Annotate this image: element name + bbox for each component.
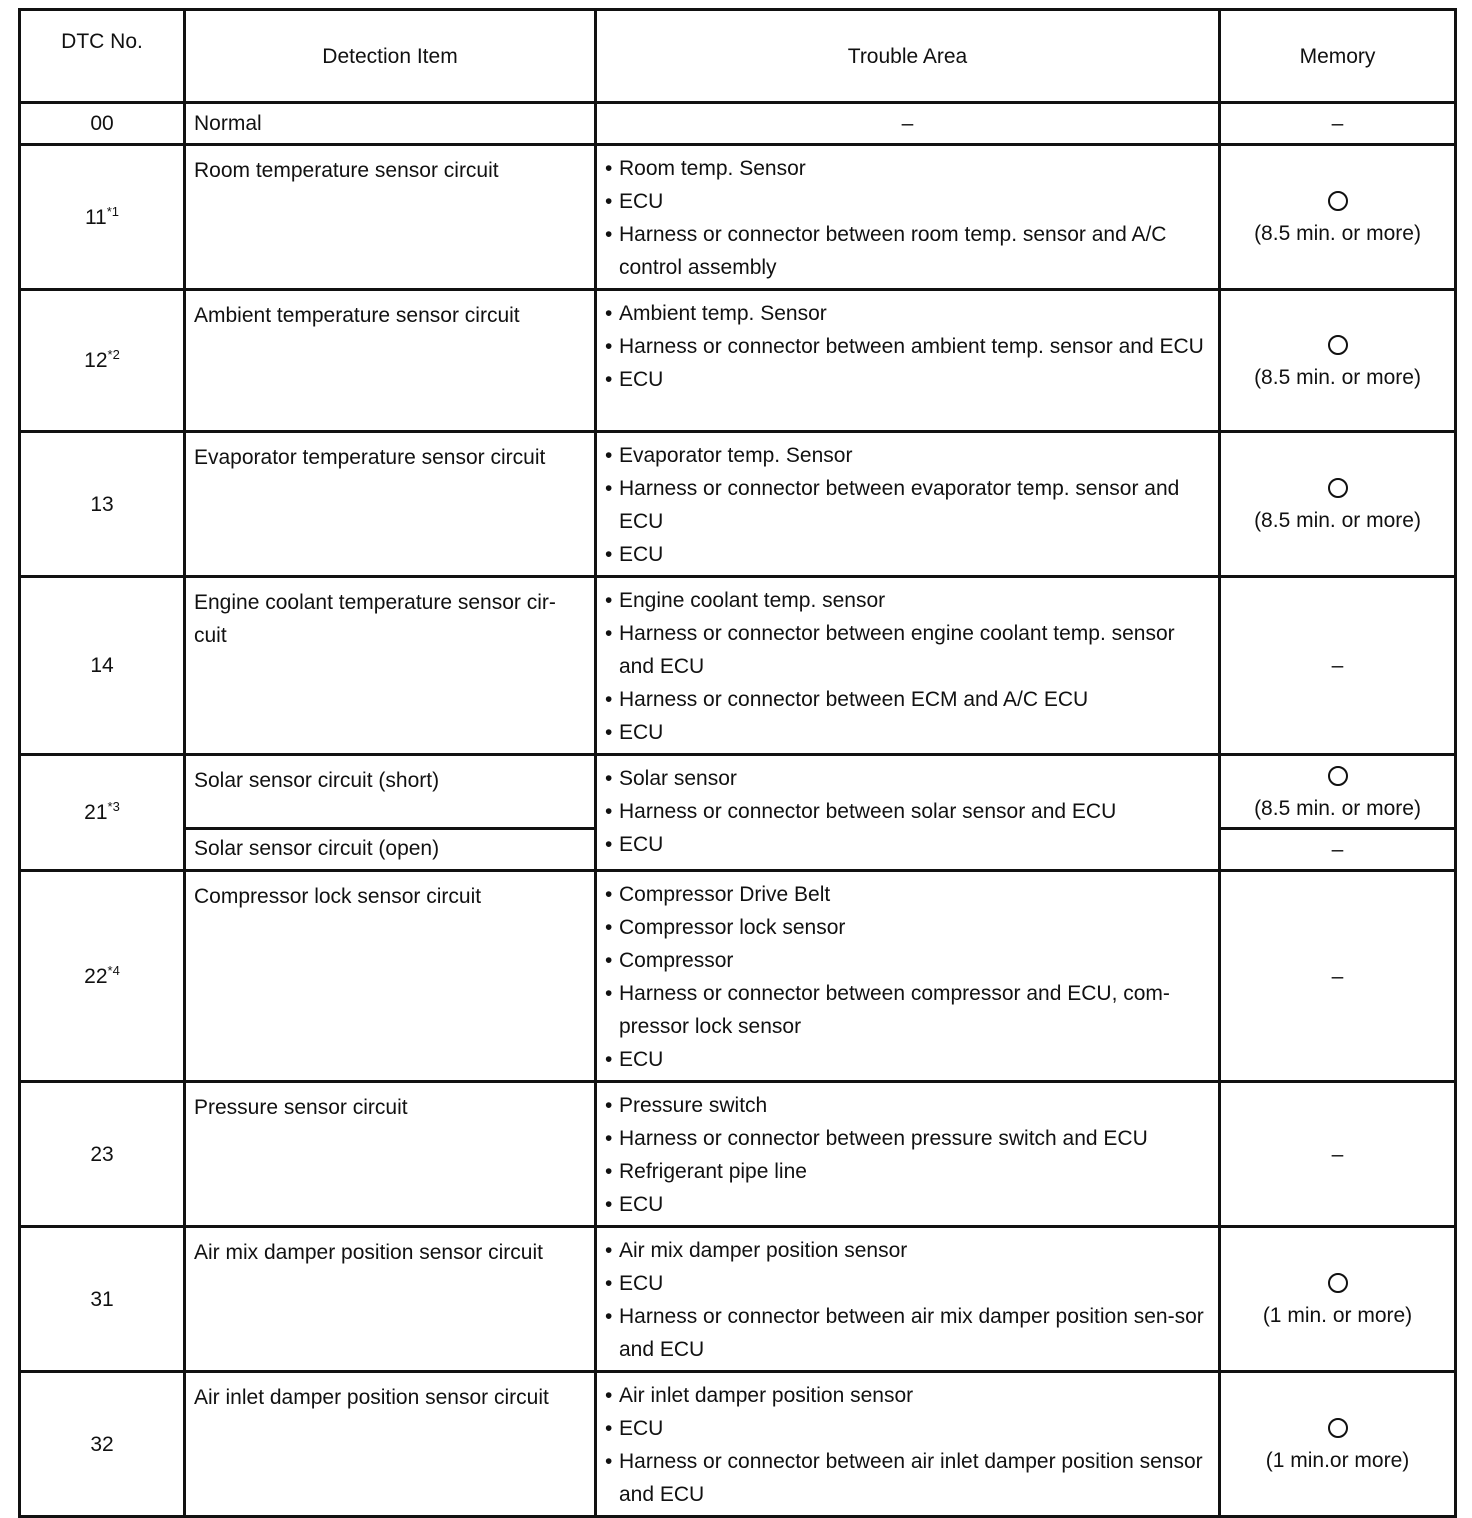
detection-item-cell: Engine coolant temperature sensor cir-cuit xyxy=(185,577,596,755)
list-item xyxy=(605,538,1210,571)
detection-item-cell: Air mix damper position sensor circuit xyxy=(185,1227,596,1372)
list-item xyxy=(605,828,1210,861)
dtc-cell xyxy=(20,755,185,871)
trouble-area-cell xyxy=(596,1372,1220,1517)
memory-note: (8.5 min. or more) xyxy=(1254,365,1421,389)
circle-icon xyxy=(1328,1273,1348,1293)
list-item xyxy=(605,439,1210,472)
bullet: • xyxy=(605,1193,613,1216)
list-item-text: Harness or connector between compressor and ECU, com-pressor lock sensor xyxy=(619,982,1170,1038)
bullet: • xyxy=(605,543,613,566)
dtc-cell xyxy=(20,1082,185,1227)
table-row xyxy=(20,577,1456,755)
bullet: • xyxy=(605,1450,613,1473)
trouble-area-list xyxy=(605,1089,1210,1221)
dtc-code: 11 xyxy=(84,205,107,229)
dtc-cell xyxy=(20,432,185,577)
trouble-area-list xyxy=(605,762,1210,861)
list-item xyxy=(605,1122,1210,1155)
trouble-area-list xyxy=(605,1379,1210,1511)
detection-item-cell: Solar sensor circuit (open) xyxy=(185,829,596,871)
list-item-text: Ambient temp. Sensor xyxy=(619,302,827,325)
trouble-area-list xyxy=(605,297,1210,396)
memory-note: (8.5 min. or more) xyxy=(1254,509,1421,532)
list-item-text: Compressor lock sensor xyxy=(619,916,846,939)
list-item xyxy=(605,297,1210,330)
list-item xyxy=(605,1267,1210,1300)
table-row xyxy=(20,103,1456,145)
list-item-text: Room temp. Sensor xyxy=(619,157,806,180)
list-item-text: ECU xyxy=(619,721,664,744)
memory-cell xyxy=(1220,755,1456,829)
list-item-text: Evaporator temp. Sensor xyxy=(619,444,853,467)
list-item-text: Solar sensor xyxy=(619,767,737,790)
list-item-text: Compressor Drive Belt xyxy=(619,883,831,906)
list-item xyxy=(605,683,1210,716)
table-row xyxy=(20,755,1456,829)
list-item xyxy=(605,617,1210,683)
footnote-marker: *2 xyxy=(107,347,120,362)
table-row xyxy=(20,145,1456,290)
list-item xyxy=(605,878,1210,911)
list-item-text: Harness or connector between solar sensor and ECU xyxy=(619,800,1117,823)
dtc-table xyxy=(18,8,1457,1518)
circle-icon xyxy=(1328,335,1348,355)
list-item xyxy=(605,1445,1210,1511)
list-item xyxy=(605,1412,1210,1445)
trouble-area-list xyxy=(605,584,1210,749)
bullet: • xyxy=(605,190,613,213)
bullet: • xyxy=(605,982,613,1005)
bullet: • xyxy=(605,1305,613,1328)
list-item xyxy=(605,330,1210,363)
list-item xyxy=(605,584,1210,617)
dtc-cell xyxy=(20,145,185,290)
circle-icon xyxy=(1328,766,1348,786)
memory-note: (1 min.or more) xyxy=(1265,1449,1410,1472)
trouble-area-cell: – xyxy=(596,103,1220,145)
list-item xyxy=(605,1043,1210,1076)
list-item-text: Compressor xyxy=(619,949,734,972)
list-item-text: Refrigerant pipe line xyxy=(619,1160,807,1183)
bullet: • xyxy=(605,1384,613,1407)
bullet: • xyxy=(605,477,613,500)
circle-icon xyxy=(1328,1418,1348,1438)
bullet: • xyxy=(605,589,613,612)
bullet: • xyxy=(605,1160,613,1183)
bullet: • xyxy=(605,833,613,856)
dtc-code: 12 xyxy=(84,349,108,372)
dtc-cell xyxy=(20,290,185,432)
trouble-area-cell xyxy=(596,577,1220,755)
detection-item-cell: Evaporator temperature sensor circuit xyxy=(185,432,596,577)
bullet: • xyxy=(605,302,613,325)
list-item-text: Air inlet damper position sensor xyxy=(619,1384,914,1407)
bullet: • xyxy=(605,622,613,645)
header-dtc: DTC No. xyxy=(20,10,185,103)
dtc-cell xyxy=(20,871,185,1082)
header-detection-item: Detection Item xyxy=(185,10,596,103)
detection-item-cell: Air inlet damper position sensor circuit xyxy=(185,1372,596,1517)
dtc-code: 13 xyxy=(90,492,114,516)
detection-item-cell: Solar sensor circuit (short) xyxy=(185,755,596,829)
list-item-text: ECU xyxy=(619,1272,664,1295)
list-item xyxy=(605,795,1210,828)
list-item xyxy=(605,1089,1210,1122)
list-item-text: Harness or connector between air inlet damper position sensor and ECU xyxy=(619,1450,1203,1506)
table-row xyxy=(20,1227,1456,1372)
dtc-cell xyxy=(20,1227,185,1372)
dtc-code: 22 xyxy=(84,964,108,988)
footnote-marker: *1 xyxy=(106,203,120,219)
bullet: • xyxy=(605,1272,613,1295)
memory-note: (8.5 min. or more) xyxy=(1254,796,1421,820)
bullet: • xyxy=(605,444,613,467)
trouble-area-cell xyxy=(596,145,1220,290)
list-item xyxy=(605,762,1210,795)
table-row xyxy=(20,432,1456,577)
bullet: • xyxy=(605,800,613,823)
list-item-text: Pressure switch xyxy=(619,1094,768,1117)
bullet: • xyxy=(605,335,613,358)
detection-item-cell: Room temperature sensor circuit xyxy=(185,145,596,290)
list-item-text: ECU xyxy=(619,1193,664,1216)
list-item xyxy=(605,152,1210,185)
list-item xyxy=(605,1155,1210,1188)
bullet: • xyxy=(605,1048,613,1071)
memory-cell: – xyxy=(1220,829,1456,871)
list-item-text: Harness or connector between room temp. sensor and A/C control assembly xyxy=(619,223,1167,279)
list-item-text: Harness or connector between ambient temp. sensor and ECU xyxy=(619,335,1204,358)
bullet: • xyxy=(605,721,613,744)
footnote-marker: *3 xyxy=(107,799,120,814)
memory-cell: – xyxy=(1220,871,1456,1082)
list-item-text: Harness or connector between engine coolant temp. sensor and ECU xyxy=(619,622,1175,678)
list-item xyxy=(605,472,1210,538)
memory-cell xyxy=(1220,432,1456,577)
dtc-code: 00 xyxy=(90,112,114,135)
list-item-text: Air mix damper position sensor xyxy=(619,1239,908,1262)
dtc-code: 14 xyxy=(90,654,114,677)
dtc-code: 23 xyxy=(90,1142,114,1166)
table-row xyxy=(20,290,1456,432)
detection-item-cell: Compressor lock sensor circuit xyxy=(185,871,596,1082)
bullet: • xyxy=(605,767,613,790)
trouble-area-list xyxy=(605,878,1210,1076)
detection-item-cell: Ambient temperature sensor circuit xyxy=(185,290,596,432)
dtc-cell xyxy=(20,577,185,755)
memory-cell xyxy=(1220,1372,1456,1517)
table-row xyxy=(20,1372,1456,1517)
trouble-area-list xyxy=(605,152,1210,284)
list-item-text: ECU xyxy=(619,1048,664,1071)
bullet: • xyxy=(605,223,613,246)
trouble-area-cell xyxy=(596,290,1220,432)
memory-cell: – xyxy=(1220,1082,1456,1227)
list-item xyxy=(605,218,1210,284)
list-item xyxy=(605,1188,1210,1221)
detection-item-cell: Normal xyxy=(185,103,596,145)
list-item-text: Harness or connector between pressure switch and ECU xyxy=(619,1127,1148,1150)
circle-icon xyxy=(1328,191,1348,211)
trouble-area-cell xyxy=(596,1082,1220,1227)
list-item-text: ECU xyxy=(619,190,664,213)
memory-note: (1 min. or more) xyxy=(1262,1304,1413,1327)
detection-item-cell: Pressure sensor circuit xyxy=(185,1082,596,1227)
dtc-code: 31 xyxy=(90,1287,114,1311)
memory-cell: – xyxy=(1220,577,1456,755)
trouble-area-cell xyxy=(596,871,1220,1082)
header-trouble-area: Trouble Area xyxy=(596,10,1220,103)
bullet: • xyxy=(605,688,613,711)
list-item-text: ECU xyxy=(619,368,664,391)
list-item xyxy=(605,1300,1210,1366)
bullet: • xyxy=(605,916,613,939)
list-item xyxy=(605,911,1210,944)
dtc-cell xyxy=(20,103,185,145)
memory-cell: – xyxy=(1220,103,1456,145)
list-item xyxy=(605,1234,1210,1267)
list-item xyxy=(605,363,1210,396)
dtc-code: 21 xyxy=(84,801,108,824)
bullet: • xyxy=(605,1094,613,1117)
list-item-text: Engine coolant temp. sensor xyxy=(619,589,886,612)
bullet: • xyxy=(605,157,613,180)
trouble-area-cell xyxy=(596,755,1220,871)
dtc-cell xyxy=(20,1372,185,1517)
bullet: • xyxy=(605,1239,613,1262)
dtc-table-sheet xyxy=(18,8,1457,1518)
bullet: • xyxy=(605,368,613,391)
trouble-area-list xyxy=(605,1234,1210,1366)
bullet: • xyxy=(605,1127,613,1150)
list-item xyxy=(605,1379,1210,1412)
circle-icon xyxy=(1328,478,1348,498)
list-item xyxy=(605,185,1210,218)
list-item-text: Harness or connector between ECM and A/C ECU xyxy=(619,688,1089,711)
table-header-row xyxy=(20,10,1456,103)
bullet: • xyxy=(605,1417,613,1440)
trouble-area-cell xyxy=(596,1227,1220,1372)
list-item-text: ECU xyxy=(619,833,664,856)
memory-cell xyxy=(1220,290,1456,432)
memory-cell xyxy=(1220,145,1456,290)
list-item-text: Harness or connector between air mix damper position sen-sor and ECU xyxy=(619,1305,1204,1361)
list-item xyxy=(605,977,1210,1043)
list-item-text: Harness or connector between evaporator temp. sensor and ECU xyxy=(619,477,1180,533)
memory-note: (8.5 min. or more) xyxy=(1254,222,1421,245)
trouble-area-cell xyxy=(596,432,1220,577)
list-item xyxy=(605,716,1210,749)
dtc-code: 32 xyxy=(90,1432,114,1456)
trouble-area-list xyxy=(605,439,1210,571)
table-row xyxy=(20,871,1456,1082)
bullet: • xyxy=(605,883,613,906)
list-item xyxy=(605,944,1210,977)
bullet: • xyxy=(605,949,613,972)
footnote-marker: *4 xyxy=(107,962,120,978)
list-item-text: ECU xyxy=(619,1417,664,1440)
memory-cell xyxy=(1220,1227,1456,1372)
list-item-text: ECU xyxy=(619,543,664,566)
header-memory: Memory xyxy=(1220,10,1456,103)
table-row xyxy=(20,1082,1456,1227)
